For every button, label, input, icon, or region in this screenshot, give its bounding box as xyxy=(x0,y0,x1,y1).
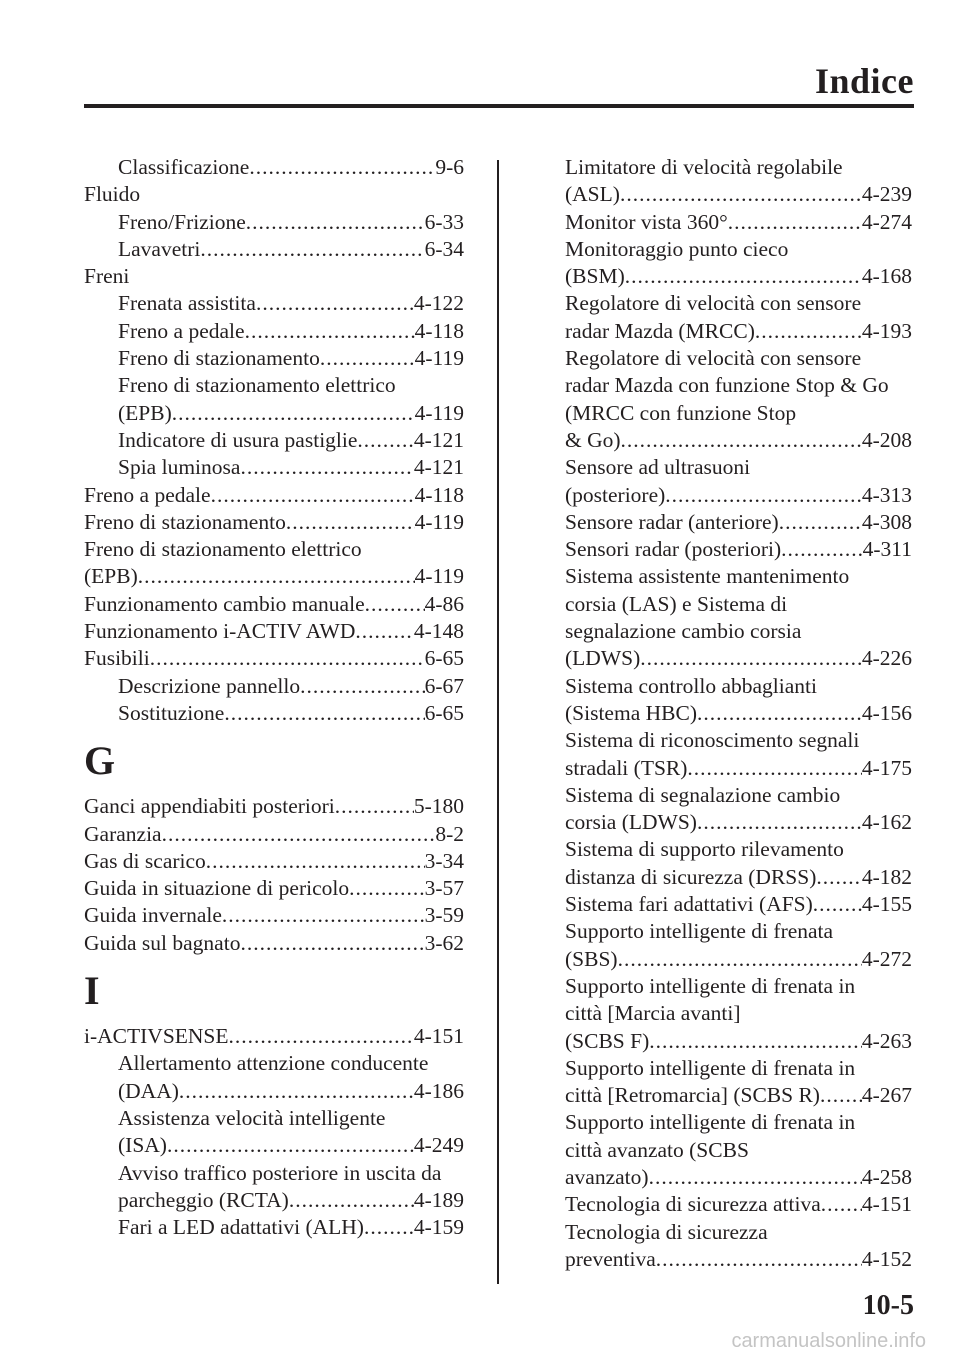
entry-page-ref[interactable]: 4-258 xyxy=(861,1164,912,1189)
section-letter: G xyxy=(84,738,116,784)
index-entry xyxy=(565,1219,912,1246)
dot-leader xyxy=(150,645,425,672)
entry-text: (ISA) xyxy=(118,1133,167,1158)
index-subentry xyxy=(84,400,464,427)
entry-text: Monitor vista 360° xyxy=(565,209,728,234)
index-entry xyxy=(565,482,912,509)
index-subentry xyxy=(84,372,464,399)
entry-text: Guida sul bagnato xyxy=(84,930,241,955)
dot-leader xyxy=(618,946,862,973)
dot-leader xyxy=(820,1082,862,1109)
dot-leader xyxy=(665,482,862,509)
index-entry xyxy=(565,1137,912,1164)
dot-leader xyxy=(813,891,862,918)
index-entry xyxy=(565,400,912,427)
entry-text: Classificazione xyxy=(118,155,250,179)
index-entry xyxy=(565,1191,912,1218)
index-entry xyxy=(84,875,464,902)
index-entry xyxy=(84,821,464,848)
index-entry xyxy=(84,902,464,929)
index-entry xyxy=(565,1082,912,1109)
page-number: 10-5 xyxy=(862,1290,914,1321)
index-entry xyxy=(565,755,912,782)
dot-leader xyxy=(256,290,414,317)
index-entry xyxy=(565,918,912,945)
dot-leader xyxy=(620,181,862,208)
dot-leader xyxy=(246,209,425,236)
entry-text: Sistema fari adattativi (AFS) xyxy=(565,892,813,917)
entry-text: Freno a pedale xyxy=(84,482,211,507)
entry-text: Indicatore di usura pastiglie xyxy=(118,427,358,452)
entry-text: (ASL) xyxy=(565,182,620,207)
index-entry xyxy=(565,318,912,345)
entry-text: Guida in situazione di pericolo xyxy=(84,876,350,901)
index-entry xyxy=(84,1023,464,1050)
dot-leader xyxy=(240,454,413,481)
column-divider xyxy=(497,160,499,1284)
dot-leader xyxy=(621,427,862,454)
entry-text: distanza di sicurezza (DRSS) xyxy=(565,864,817,889)
entry-page-ref[interactable]: 3-59 xyxy=(424,903,464,928)
entry-page-ref[interactable]: 4-162 xyxy=(861,810,912,835)
entry-text: (EPB) xyxy=(118,400,172,425)
entry-text: Sensori radar (posteriori) xyxy=(565,537,782,562)
entry-page-ref[interactable]: 5-180 xyxy=(413,794,464,819)
index-entry xyxy=(565,263,912,290)
entry-text: Funzionamento i-ACTIV AWD xyxy=(84,619,356,644)
entry-text: Sistema di supporto rilevamento xyxy=(565,837,844,862)
entry-text: radar Mazda (MRCC) xyxy=(565,318,755,343)
index-entry xyxy=(565,973,912,1000)
entry-page-ref[interactable]: 4-263 xyxy=(861,1028,912,1053)
index-subentry xyxy=(84,154,464,181)
entry-page-ref[interactable]: 4-186 xyxy=(413,1078,464,1103)
entry-text: Sostituzione xyxy=(118,700,225,725)
index-entry xyxy=(565,290,912,317)
index-entry xyxy=(565,427,912,454)
index-entry xyxy=(84,793,464,820)
entry-page-ref[interactable]: 4-226 xyxy=(861,646,912,671)
entry-page-ref[interactable]: 4-182 xyxy=(861,864,912,889)
index-entry xyxy=(84,618,464,645)
entry-text: Fusibili xyxy=(84,646,150,671)
index-subentry xyxy=(84,290,464,317)
dot-leader xyxy=(249,154,435,181)
entry-page-ref[interactable]: 4-159 xyxy=(413,1215,464,1240)
index-entry xyxy=(565,1109,912,1136)
index-entry xyxy=(565,700,912,727)
entry-page-ref[interactable]: 4-313 xyxy=(861,482,912,507)
entry-text: (EPB) xyxy=(84,564,138,589)
entry-page-ref[interactable]: 4-189 xyxy=(413,1187,464,1212)
dot-leader xyxy=(687,755,861,782)
dot-leader xyxy=(755,318,862,345)
entry-page-ref[interactable]: 3-34 xyxy=(424,848,464,873)
index-entry xyxy=(565,236,912,263)
index-subentry xyxy=(84,345,464,372)
entry-text: Funzionamento cambio manuale xyxy=(84,591,365,616)
header-rule xyxy=(84,104,914,108)
dot-leader xyxy=(365,591,425,618)
entry-text: Regolatore di velocità con sensore xyxy=(565,346,862,371)
entry-page-ref[interactable]: 4-267 xyxy=(861,1083,912,1108)
entry-text: Gas di scarico xyxy=(84,848,206,873)
index-entry xyxy=(84,591,464,618)
index-subentry xyxy=(84,454,464,481)
entry-text: Supporto intelligente di frenata in xyxy=(565,1055,856,1080)
index-entry xyxy=(565,809,912,836)
entry-text: & Go) xyxy=(565,427,621,452)
entry-text: Sistema di riconoscimento segnali xyxy=(565,728,860,753)
entry-page-ref[interactable]: 3-57 xyxy=(424,876,464,901)
dot-leader xyxy=(200,236,424,263)
entry-text: Supporto intelligente di frenata xyxy=(565,919,834,944)
index-subentry xyxy=(84,1050,464,1077)
entry-text: Spia luminosa xyxy=(118,455,241,480)
entry-text: Sistema controllo abbaglianti xyxy=(565,673,817,698)
entry-page-ref[interactable]: 4-121 xyxy=(413,427,464,452)
entry-text: Freno di stazionamento elettrico xyxy=(84,537,362,562)
entry-page-ref[interactable]: 4-156 xyxy=(861,700,912,725)
index-entry xyxy=(84,181,464,208)
entry-page-ref[interactable]: 4-239 xyxy=(861,182,912,207)
entry-text: Freno/Frizione xyxy=(118,209,246,234)
entry-text: stradali (TSR) xyxy=(565,755,688,780)
entry-text: Lavavetri xyxy=(118,236,201,261)
entry-text: (SBS) xyxy=(565,946,618,971)
dot-leader xyxy=(781,536,863,563)
entry-text: città avanzato (SCBS xyxy=(565,1137,749,1162)
entry-page-ref[interactable]: 6-67 xyxy=(424,673,464,698)
entry-text: parcheggio (RCTA) xyxy=(118,1187,289,1212)
index-entry xyxy=(565,891,912,918)
index-subentry xyxy=(84,673,464,700)
entry-text: Guida invernale xyxy=(84,903,222,928)
entry-text: Fari a LED adattativi (ALH) xyxy=(118,1215,364,1240)
dot-leader xyxy=(179,1078,414,1105)
dot-leader xyxy=(320,345,415,372)
entry-page-ref[interactable]: 4-121 xyxy=(413,455,464,480)
entry-text: Monitoraggio punto cieco xyxy=(565,236,789,261)
index-entry xyxy=(565,645,912,672)
index-subentry xyxy=(84,236,464,263)
dot-leader xyxy=(349,875,424,902)
entry-page-ref[interactable]: 6-34 xyxy=(424,236,464,261)
index-entry xyxy=(84,563,464,590)
entry-text: corsia (LDWS) xyxy=(565,810,697,835)
index-entry xyxy=(565,454,912,481)
entry-text: Sistema assistente mantenimento xyxy=(565,564,850,589)
entry-text: segnalazione cambio corsia xyxy=(565,619,802,644)
dot-leader xyxy=(821,1191,862,1218)
entry-text: (LDWS) xyxy=(565,646,641,671)
entry-page-ref[interactable]: 4-148 xyxy=(413,619,464,644)
entry-page-ref[interactable]: 9-6 xyxy=(435,155,464,179)
entry-text: corsia (LAS) e Sistema di xyxy=(565,591,788,616)
index-entry xyxy=(565,782,912,809)
index-entry xyxy=(565,727,912,754)
entry-page-ref[interactable]: 4-208 xyxy=(861,427,912,452)
index-subentry xyxy=(84,700,464,727)
index-entry xyxy=(565,563,912,590)
entry-page-ref[interactable]: 6-65 xyxy=(424,700,464,725)
dot-leader xyxy=(816,864,861,891)
index-entry xyxy=(84,482,464,509)
dot-leader xyxy=(289,1187,414,1214)
dot-leader xyxy=(245,318,415,345)
entry-text: Freno di stazionamento xyxy=(84,509,286,534)
entry-page-ref[interactable]: 4-168 xyxy=(861,264,912,289)
index-subentry xyxy=(84,427,464,454)
entry-text: Regolatore di velocità con sensore xyxy=(565,291,862,316)
dot-leader xyxy=(240,930,424,957)
entry-page-ref[interactable]: 4-86 xyxy=(424,591,464,616)
dot-leader xyxy=(649,1028,862,1055)
entry-page-ref[interactable]: 4-119 xyxy=(414,400,464,425)
entry-text: Supporto intelligente di frenata in xyxy=(565,973,856,998)
entry-page-ref[interactable]: 4-175 xyxy=(861,755,912,780)
entry-page-ref[interactable]: 3-62 xyxy=(424,930,464,955)
index-entry xyxy=(565,509,912,536)
entry-text: (SCBS F) xyxy=(565,1028,650,1053)
entry-text: (BSM) xyxy=(565,264,625,289)
index-entry xyxy=(565,345,912,372)
entry-page-ref[interactable]: 6-33 xyxy=(424,209,464,234)
index-column-right xyxy=(565,154,912,1273)
entry-page-ref[interactable]: 4-151 xyxy=(413,1024,464,1049)
entry-text: i-ACTIVSENSE xyxy=(84,1024,229,1049)
dot-leader xyxy=(364,1214,414,1241)
dot-leader xyxy=(167,1132,414,1159)
index-entry xyxy=(565,181,912,208)
index-entry xyxy=(565,209,912,236)
entry-text: città [Marcia avanti] xyxy=(565,1001,741,1026)
entry-text: Frenata assistita xyxy=(118,291,256,316)
entry-page-ref[interactable]: 4-272 xyxy=(861,946,912,971)
entry-text: (DAA) xyxy=(118,1078,179,1103)
index-subentry xyxy=(84,1078,464,1105)
entry-text: preventiva xyxy=(565,1246,656,1271)
index-subentry xyxy=(84,1214,464,1241)
entry-text: Descrizione pannello xyxy=(118,673,301,698)
dot-leader xyxy=(728,209,862,236)
index-entry xyxy=(565,673,912,700)
entry-page-ref[interactable]: 4-118 xyxy=(414,482,464,507)
index-subentry xyxy=(84,1105,464,1132)
dot-leader xyxy=(640,645,862,672)
entry-page-ref[interactable]: 4-122 xyxy=(413,291,464,316)
index-entry xyxy=(84,263,464,290)
entry-text: Freni xyxy=(84,264,130,289)
entry-text: Tecnologia di sicurezza attiva xyxy=(565,1192,821,1217)
section-letter: I xyxy=(84,968,100,1014)
entry-page-ref[interactable]: 8-2 xyxy=(435,821,464,846)
index-entry xyxy=(565,1000,912,1027)
entry-text: (posteriore) xyxy=(565,482,666,507)
dot-leader xyxy=(697,809,862,836)
dot-leader xyxy=(162,821,436,848)
entry-page-ref[interactable]: 4-152 xyxy=(861,1246,912,1271)
index-entry xyxy=(84,848,464,875)
index-subentry xyxy=(84,1187,464,1214)
index-subentry xyxy=(84,209,464,236)
entry-page-ref[interactable]: 4-119 xyxy=(414,564,464,589)
dot-leader xyxy=(286,509,415,536)
dot-leader xyxy=(172,400,415,427)
dot-leader xyxy=(625,263,862,290)
entry-text: Tecnologia di sicurezza xyxy=(565,1219,768,1244)
index-entry xyxy=(84,930,464,957)
index-entry xyxy=(565,618,912,645)
entry-text: Sensore ad ultrasuoni xyxy=(565,455,751,480)
index-entry xyxy=(565,1028,912,1055)
entry-page-ref[interactable]: 4-118 xyxy=(414,318,464,343)
dot-leader xyxy=(300,673,425,700)
dot-leader xyxy=(355,618,413,645)
index-subentry xyxy=(84,1132,464,1159)
entry-text: radar Mazda con funzione Stop & Go xyxy=(565,373,889,398)
entry-page-ref[interactable]: 4-155 xyxy=(861,892,912,917)
index-entry xyxy=(84,645,464,672)
dot-leader xyxy=(229,1023,414,1050)
entry-page-ref[interactable]: 4-151 xyxy=(861,1192,912,1217)
dot-leader xyxy=(656,1246,862,1273)
entry-page-ref[interactable]: 4-193 xyxy=(861,318,912,343)
index-subentry xyxy=(84,318,464,345)
dot-leader xyxy=(222,902,425,929)
dot-leader xyxy=(224,700,424,727)
entry-text: Garanzia xyxy=(84,821,162,846)
entry-page-ref[interactable]: 4-274 xyxy=(861,209,912,234)
entry-text: Freno di stazionamento xyxy=(118,346,320,371)
entry-text: città [Retromarcia] (SCBS R) xyxy=(565,1083,820,1108)
dot-leader xyxy=(697,700,862,727)
entry-page-ref[interactable]: 4-119 xyxy=(414,346,464,371)
index-entry xyxy=(565,864,912,891)
entry-text: Supporto intelligente di frenata in xyxy=(565,1110,856,1135)
index-entry xyxy=(565,372,912,399)
entry-text: Ganci appendiabiti posteriori xyxy=(84,794,335,819)
index-entry xyxy=(84,509,464,536)
dot-leader xyxy=(335,793,414,820)
dot-leader xyxy=(206,848,425,875)
index-entry xyxy=(565,154,912,181)
index-entry xyxy=(565,591,912,618)
index-entry xyxy=(565,946,912,973)
index-entry xyxy=(84,536,464,563)
entry-text: Sistema di segnalazione cambio xyxy=(565,782,841,807)
entry-text: (Sistema HBC) xyxy=(565,700,697,725)
dot-leader xyxy=(211,482,415,509)
entry-page-ref[interactable]: 4-308 xyxy=(861,509,912,534)
dot-leader xyxy=(357,427,413,454)
index-entry xyxy=(565,836,912,863)
entry-text: Freno di stazionamento elettrico xyxy=(118,373,396,398)
index-entry xyxy=(565,1246,912,1273)
watermark: carmanualsonline.info xyxy=(731,1330,926,1352)
entry-text: Allertamento attenzione conducente xyxy=(118,1051,429,1076)
entry-text: Fluido xyxy=(84,182,141,207)
entry-text: Assistenza velocità intelligente xyxy=(118,1105,386,1130)
index-column-left xyxy=(84,154,464,1241)
entry-text: Limitatore di velocità regolabile xyxy=(565,155,843,179)
entry-text: Avviso traffico posteriore in uscita da xyxy=(118,1160,442,1185)
entry-page-ref[interactable]: 6-65 xyxy=(424,646,464,671)
dot-leader xyxy=(649,1164,862,1191)
dot-leader xyxy=(138,563,415,590)
index-entry xyxy=(565,1055,912,1082)
entry-text: Freno a pedale xyxy=(118,318,245,343)
entry-text: (MRCC con funzione Stop xyxy=(565,400,797,425)
entry-page-ref[interactable]: 4-119 xyxy=(414,509,464,534)
entry-page-ref[interactable]: 4-249 xyxy=(413,1133,464,1158)
index-subentry xyxy=(84,1160,464,1187)
dot-leader xyxy=(779,509,862,536)
page-title: Indice xyxy=(814,61,914,101)
entry-page-ref[interactable]: 4-311 xyxy=(862,537,912,562)
index-entry xyxy=(565,1164,912,1191)
index-entry xyxy=(565,536,912,563)
entry-text: avanzato) xyxy=(565,1164,649,1189)
entry-text: Sensore radar (anteriore) xyxy=(565,509,779,534)
